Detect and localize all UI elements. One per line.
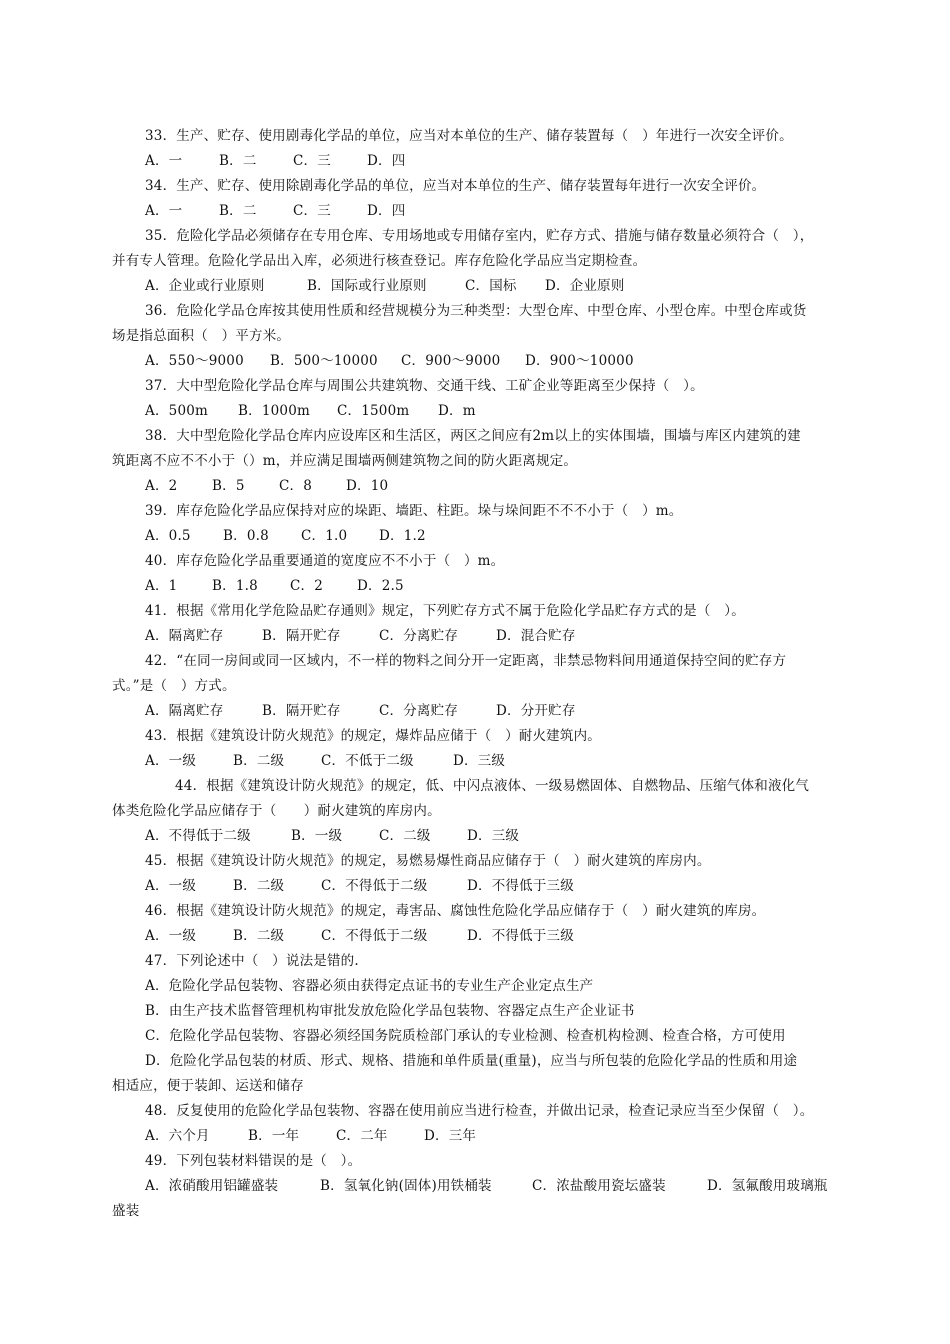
option: C．三 — [293, 203, 331, 219]
question-46-stem: 46．根据《建筑设计防火规范》的规定，毒害品、腐蚀性危险化学品应储存于（ ）耐火建筑的库房。 — [145, 903, 766, 919]
option: D．10 — [346, 478, 389, 494]
option: B．1000m — [238, 403, 310, 419]
question-38-options — [112, 474, 848, 499]
option: A．500m — [145, 403, 209, 419]
question-40-stem: 40．库存危险化学品重要通道的宽度应不不小于（ ）m。 — [145, 553, 505, 569]
option: D．不得低于三级 — [467, 878, 574, 894]
option: D．企业原则 — [545, 278, 625, 294]
question-49-options-continued: 盛装 — [112, 1203, 140, 1219]
option: C．2 — [290, 578, 324, 594]
question-37-options — [112, 399, 848, 424]
option: A．浓硝酸用铝罐盛装 — [145, 1178, 279, 1194]
question-48-stem: 48．反复使用的危险化学品包装物、容器在使用前应当进行检查，并做出记录，检查记录应当至少保留（ ）。 — [145, 1103, 814, 1119]
option: A．一级 — [145, 878, 197, 894]
question-45-options — [112, 874, 848, 899]
option: C．不得低于二级 — [321, 928, 428, 944]
option: A．六个月 — [145, 1128, 210, 1144]
option: B．隔开贮存 — [262, 628, 341, 644]
option: C．二年 — [336, 1128, 388, 1144]
question-47-option-d-continued: 相适应，便于装卸、运送和储存 — [112, 1078, 304, 1094]
option: C．900～9000 — [401, 353, 501, 369]
option: D．三年 — [424, 1128, 477, 1144]
question-34-stem: 34．生产、贮存、使用除剧毒化学品的单位，应当对本单位的生产、储存装置每年进行一次安全评价。 — [145, 178, 766, 194]
question-42-options — [112, 699, 848, 724]
question-33-options — [112, 149, 848, 174]
question-47-option-c: C．危险化学品包装物、容器必须经国务院质检部门承认的专业检测、检查机构检测、检查合格，方可使用 — [145, 1028, 786, 1044]
question-49-stem: 49．下列包装材料错误的是（ ）。 — [145, 1153, 362, 1169]
option: D．四 — [367, 203, 406, 219]
question-36-stem: 36．危险化学品仓库按其使用性质和经营规模分为三种类型：大型仓库、中型仓库、小型仓库。中型仓库或货 — [145, 303, 807, 319]
question-48-options — [112, 1124, 848, 1149]
option: C．分离贮存 — [379, 628, 459, 644]
option: C．1.0 — [301, 528, 348, 544]
option: B．二 — [219, 153, 257, 169]
option: C．浓盐酸用瓷坛盛装 — [532, 1178, 666, 1194]
option: A．一 — [145, 203, 183, 219]
option: C．国标 — [465, 278, 517, 294]
option: C．分离贮存 — [379, 703, 459, 719]
option: D．四 — [367, 153, 406, 169]
question-47-stem: 47．下列论述中（ ）说法是错的. — [145, 953, 359, 969]
option: B．二级 — [233, 928, 285, 944]
question-41-stem: 41．根据《常用化学危险品贮存通则》规定，下列贮存方式不属于危险化学品贮存方式的是（ ）。 — [145, 603, 745, 619]
question-34-options — [112, 199, 848, 224]
question-44-stem-continued: 体类危险化学品应储存于（ ）耐火建筑的库房内。 — [112, 803, 441, 819]
question-39-stem: 39．库存危险化学品应保持对应的垛距、墙距、柱距。垛与垛间距不不不小于（ ）m。 — [145, 503, 683, 519]
option: D．1.2 — [379, 528, 426, 544]
question-43-options — [112, 749, 848, 774]
option: C．不得低于二级 — [321, 878, 428, 894]
option: A．不得低于二级 — [145, 828, 251, 844]
question-42-stem-continued: 式。”是（ ）方式。 — [112, 678, 236, 694]
option: D．三级 — [467, 828, 520, 844]
option: B．一级 — [291, 828, 343, 844]
option: B．国际或行业原则 — [307, 278, 427, 294]
question-44-options — [112, 824, 848, 849]
question-38-stem: 38．大中型危险化学品仓库内应设库区和生活区，两区之间应有2m以上的实体围墙，围墙与库区内建筑的建 — [145, 428, 801, 444]
option: B．隔开贮存 — [262, 703, 341, 719]
option: B．1.8 — [212, 578, 258, 594]
option: A．隔离贮存 — [145, 703, 224, 719]
option: D．分开贮存 — [496, 703, 576, 719]
option: A．企业或行业原则 — [145, 278, 265, 294]
option: D．三级 — [453, 753, 506, 769]
question-43-stem: 43．根据《建筑设计防火规范》的规定，爆炸品应储于（ ）耐火建筑内。 — [145, 728, 601, 744]
question-38-stem-continued: 筑距离不应不不小于（）m，并应满足围墙两侧建筑物之间的防火距离规定。 — [112, 453, 578, 469]
question-33-stem: 33．生产、贮存、使用剧毒化学品的单位，应当对本单位的生产、储存装置每（ ）年进行一次安全评价。 — [145, 128, 793, 144]
question-45-stem: 45．根据《建筑设计防火规范》的规定，易燃易爆性商品应储存于（ ）耐火建筑的库房内。 — [145, 853, 711, 869]
question-36-options — [112, 349, 848, 374]
question-35-options — [112, 274, 848, 299]
question-36-stem-continued: 场是指总面积（ ）平方米。 — [112, 328, 291, 344]
question-47-option-a: A．危险化学品包装物、容器必须由获得定点证书的专业生产企业定点生产 — [145, 978, 594, 994]
option: B．500～10000 — [270, 353, 378, 369]
option: D．混合贮存 — [496, 628, 576, 644]
option: D．m — [438, 403, 476, 419]
option: B．5 — [212, 478, 245, 494]
option: B．二级 — [233, 753, 285, 769]
option: A．1 — [145, 578, 178, 594]
option: A．2 — [145, 478, 178, 494]
option: A．一级 — [145, 928, 197, 944]
option: C．1500m — [337, 403, 410, 419]
option: A．0.5 — [145, 528, 191, 544]
option: A．550～9000 — [145, 353, 244, 369]
question-37-stem: 37．大中型危险化学品仓库与周围公共建筑物、交通干线、工矿企业等距离至少保持（ ）。 — [145, 378, 704, 394]
question-35-stem: 35．危险化学品必须储存在专用仓库、专用场地或专用储存室内，贮存方式、措施与储存数量必须符合（ ）， — [145, 228, 814, 244]
question-42-stem: 42．“在同一房间或同一区域内，不一样的物料之间分开一定距离，非禁忌物料间用通道保持空间的贮存方 — [145, 653, 787, 669]
option: C．二级 — [379, 828, 431, 844]
option: A．隔离贮存 — [145, 628, 224, 644]
option: B．二级 — [233, 878, 285, 894]
option: B．一年 — [248, 1128, 300, 1144]
option: B．二 — [219, 203, 257, 219]
option: D．2.5 — [357, 578, 404, 594]
question-41-options — [112, 624, 848, 649]
option: D．900～10000 — [525, 353, 634, 369]
option: C．8 — [279, 478, 313, 494]
option: C．三 — [293, 153, 331, 169]
option: B．0.8 — [223, 528, 269, 544]
question-46-options — [112, 924, 848, 949]
question-47-option-d: D．危险化学品包装的材质、形式、规格、措施和单件质量(重量)，应当与所包装的危险化学品的性质和用途 — [145, 1053, 798, 1069]
question-35-stem-continued: 并有专人管理。危险化学品出入库，必须进行核查登记。库存危险化学品应当定期检查。 — [112, 253, 647, 269]
option: A．一级 — [145, 753, 197, 769]
option: B．氢氧化钠(固体)用铁桶装 — [320, 1178, 492, 1194]
question-40-options — [112, 574, 848, 599]
option: D．氢氟酸用玻璃瓶 — [707, 1178, 828, 1194]
question-49-options — [112, 1174, 848, 1199]
question-39-options — [112, 524, 848, 549]
option: C．不低于二级 — [321, 753, 414, 769]
option: A．一 — [145, 153, 183, 169]
option: D．不得低于三级 — [467, 928, 574, 944]
question-47-option-b: B．由生产技术监督管理机构审批发放危险化学品包装物、容器定点生产企业证书 — [145, 1003, 635, 1019]
question-44-stem: 44．根据《建筑设计防火规范》的规定，低、中闪点液体、一级易燃固体、自燃物品、压缩气体和液化气 — [175, 778, 810, 794]
